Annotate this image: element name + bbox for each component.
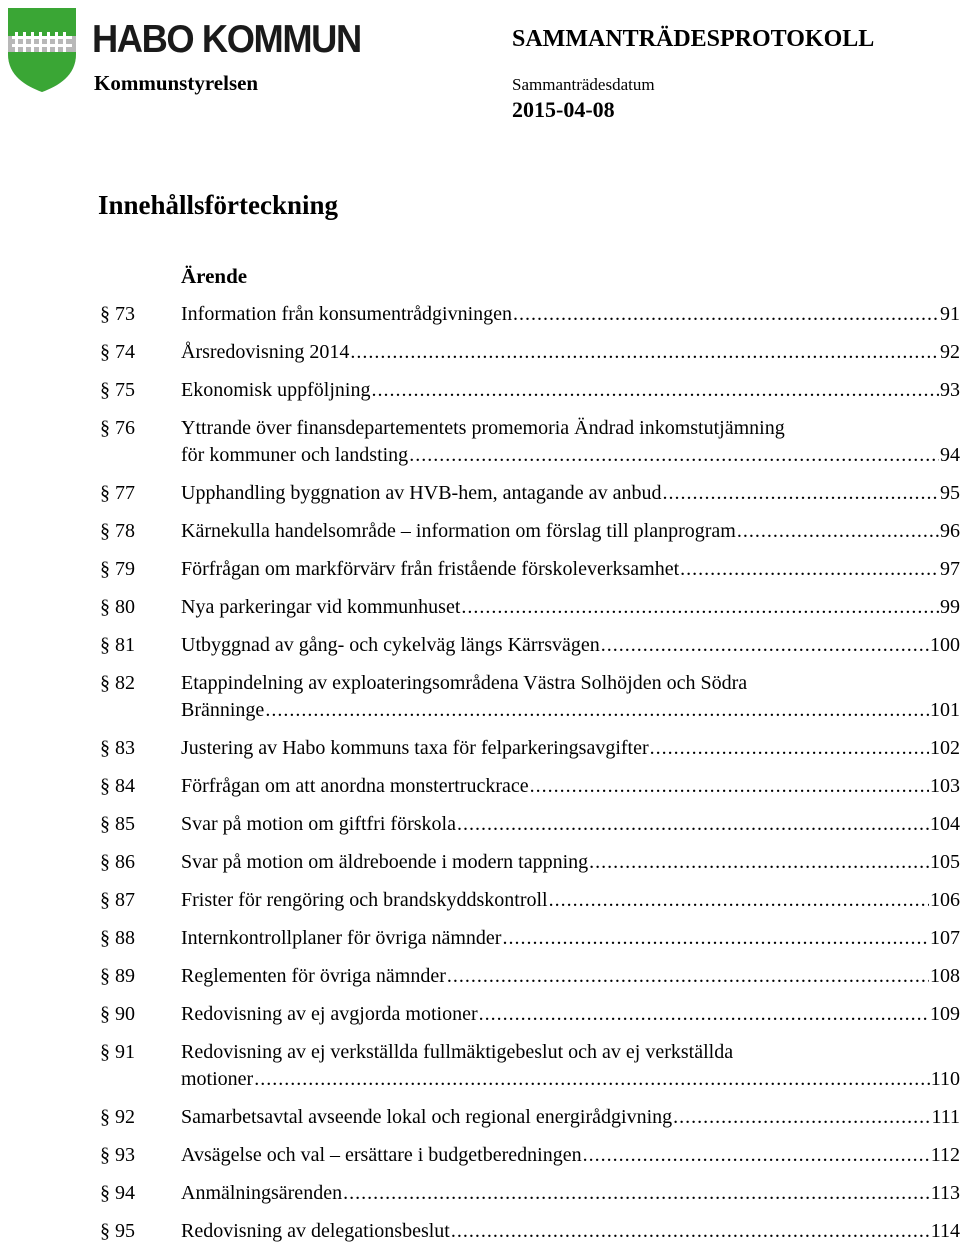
toc-entry-title: Förfrågan om att anordna monstertruckrace <box>181 775 529 797</box>
toc-entry[interactable] <box>0 1177 960 1215</box>
section-symbol: § <box>100 1220 110 1242</box>
toc-entry-page: 112 <box>930 1144 960 1166</box>
toc-entry[interactable] <box>0 336 960 374</box>
toc-entry-number-value: 86 <box>115 851 135 873</box>
toc-entry-number <box>100 632 135 659</box>
toc-entry-title: Förfrågan om markförvärv från fristående förskoleverksamhet <box>181 558 680 580</box>
section-symbol: § <box>100 672 110 694</box>
toc-heading: Innehållsförteckning <box>98 190 339 220</box>
toc-entry-number <box>100 594 135 621</box>
toc-entry-title: Samarbetsavtal avseende lokal och regional energirådgivning <box>181 1106 673 1128</box>
section-symbol: § <box>100 379 110 401</box>
toc-entry-page: 103 <box>930 775 960 797</box>
toc-entry-page: 111 <box>931 1106 960 1128</box>
toc-entry[interactable] <box>0 1036 960 1101</box>
toc-entry-number-value: 84 <box>115 775 135 797</box>
toc-entry-title-line1: Etappindelning av exploateringsområdena Västra Solhöjden och Södra <box>181 672 748 694</box>
toc-entry[interactable] <box>0 770 960 808</box>
dot-leader <box>662 480 939 507</box>
dot-leader <box>457 811 929 838</box>
toc-entry-title: Avsägelse och val – ersättare i budgetberedningen <box>181 1144 582 1166</box>
toc-entry-page: 91 <box>940 303 960 325</box>
toc-entry-title: Svar på motion om äldreboende i modern tappning <box>181 851 589 873</box>
toc-entry[interactable] <box>0 553 960 591</box>
toc-entry-page: 94 <box>940 444 960 466</box>
dot-leader <box>513 301 939 328</box>
toc-entry-number-value: 81 <box>115 634 135 656</box>
section-symbol: § <box>100 813 110 835</box>
toc-entry-number <box>100 301 135 328</box>
toc-entry-page: 93 <box>940 379 960 401</box>
section-symbol: § <box>100 1144 110 1166</box>
document-type: SAMMANTRÄDESPROTOKOLL <box>512 26 875 52</box>
section-symbol: § <box>100 889 110 911</box>
toc-entry-number <box>100 377 135 404</box>
dot-leader <box>350 339 939 366</box>
toc-entry-number-value: 90 <box>115 1003 135 1025</box>
dot-leader <box>343 1180 930 1207</box>
toc-entry[interactable] <box>0 477 960 515</box>
meeting-date-label: Sammanträdesdatum <box>512 75 655 94</box>
toc-entry-title: Internkontrollplaner för övriga nämnder <box>181 927 502 949</box>
dot-leader <box>589 849 929 876</box>
toc-entry-number <box>100 518 135 545</box>
section-symbol: § <box>100 520 110 542</box>
toc-entry-number-value: 75 <box>115 379 135 401</box>
toc-entry-title: Redovisning av ej avgjorda motioner <box>181 1003 478 1025</box>
toc-entry[interactable] <box>0 846 960 884</box>
toc-entry[interactable] <box>0 808 960 846</box>
toc-entry[interactable] <box>0 591 960 629</box>
section-symbol: § <box>100 634 110 656</box>
toc-entry-page: 104 <box>930 813 960 835</box>
toc-entry-title: Information från konsumentrådgivningen <box>181 303 513 325</box>
toc-entry-number <box>100 1180 135 1207</box>
toc-entry-page: 113 <box>930 1182 960 1204</box>
dot-leader <box>409 442 939 469</box>
toc-entry[interactable] <box>0 1101 960 1139</box>
section-symbol: § <box>100 558 110 580</box>
toc-entry-title-line1: Yttrande över finansdepartementets promemoria Ändrad inkomstutjämning <box>181 417 785 439</box>
toc-entry-title: för kommuner och landsting <box>181 444 409 466</box>
toc-entry-number-value: 74 <box>115 341 135 363</box>
toc-entry-number <box>100 670 135 697</box>
toc-entry-page: 114 <box>930 1220 960 1242</box>
toc-entry-number <box>100 849 135 876</box>
toc-entry-page: 97 <box>940 558 960 580</box>
habo-kommun-logo <box>6 6 78 94</box>
toc-entry-number <box>100 1039 135 1066</box>
dot-leader <box>265 697 929 724</box>
toc-entry[interactable] <box>0 1215 960 1253</box>
toc-entry-page: 92 <box>940 341 960 363</box>
dot-leader <box>451 1218 930 1245</box>
toc-entry-page: 95 <box>940 482 960 504</box>
toc-entry-page: 107 <box>930 927 960 949</box>
toc-entry-number-value: 89 <box>115 965 135 987</box>
toc-entry-number <box>100 415 135 442</box>
toc-entry-number-value: 80 <box>115 596 135 618</box>
toc-entry-number <box>100 1001 135 1028</box>
toc-entry[interactable] <box>0 1139 960 1177</box>
toc-entry-title: Reglementen för övriga nämnder <box>181 965 446 987</box>
meeting-date: 2015-04-08 <box>512 97 615 122</box>
table-of-contents <box>0 298 960 1253</box>
dot-leader <box>254 1066 930 1093</box>
toc-entry-title: Justering av Habo kommuns taxa för felparkeringsavgifter <box>181 737 649 759</box>
dot-leader <box>737 518 939 545</box>
toc-entry-number-value: 95 <box>115 1220 135 1242</box>
toc-entry[interactable] <box>0 629 960 667</box>
dot-leader <box>371 377 939 404</box>
toc-entry-page: 96 <box>940 520 960 542</box>
toc-entry-number-value: 88 <box>115 927 135 949</box>
toc-entry-number-value: 87 <box>115 889 135 911</box>
section-symbol: § <box>100 482 110 504</box>
toc-entry[interactable] <box>0 515 960 553</box>
toc-entry-page: 101 <box>930 699 960 721</box>
dot-leader <box>680 556 939 583</box>
toc-entry-title: Redovisning av delegationsbeslut <box>181 1220 450 1242</box>
toc-entry-title: Anmälningsärenden <box>181 1182 343 1204</box>
toc-entry-number <box>100 963 135 990</box>
department-name: Kommunstyrelsen <box>94 71 259 95</box>
toc-entry-page: 108 <box>930 965 960 987</box>
toc-entry[interactable] <box>0 667 960 732</box>
toc-entry-page: 100 <box>930 634 960 656</box>
toc-entry-page: 105 <box>930 851 960 873</box>
section-symbol: § <box>100 1106 110 1128</box>
toc-entry-title-line1: Redovisning av ej verkställda fullmäktigebeslut och av ej verkställda <box>181 1041 734 1063</box>
toc-entry-title: Upphandling byggnation av HVB-hem, antagande av anbud <box>181 482 662 504</box>
toc-entry-number <box>100 339 135 366</box>
toc-entry[interactable] <box>0 732 960 770</box>
toc-entry-number <box>100 887 135 914</box>
dot-leader <box>601 632 929 659</box>
dot-leader <box>673 1104 930 1131</box>
dot-leader <box>461 594 939 621</box>
toc-entry-number <box>100 556 135 583</box>
toc-entry-page: 99 <box>940 596 960 618</box>
toc-entry-number <box>100 811 135 838</box>
toc-entry[interactable] <box>0 374 960 412</box>
toc-entry-number <box>100 1142 135 1169</box>
toc-entry-number <box>100 1218 135 1245</box>
toc-entry-number-value: 76 <box>115 417 135 439</box>
toc-entry-page: 102 <box>930 737 960 759</box>
section-symbol: § <box>100 341 110 363</box>
dot-leader <box>549 887 929 914</box>
toc-entry-title: Kärnekulla handelsområde – information om förslag till planprogram <box>181 520 736 542</box>
toc-entry[interactable] <box>0 998 960 1036</box>
toc-entry-number <box>100 773 135 800</box>
section-symbol: § <box>100 596 110 618</box>
dot-leader <box>502 925 929 952</box>
toc-entry-title: Svar på motion om giftfri förskola <box>181 813 456 835</box>
toc-entry-title: Frister för rengöring och brandskyddskontroll <box>181 889 548 911</box>
toc-entry-title: motioner <box>181 1068 254 1090</box>
section-symbol: § <box>100 1041 110 1063</box>
toc-entry-number-value: 77 <box>115 482 135 504</box>
toc-entry-number <box>100 1104 135 1131</box>
toc-entry-title: Ekonomisk uppföljning <box>181 379 371 401</box>
toc-entry-page: 110 <box>930 1068 960 1090</box>
dot-leader <box>479 1001 929 1028</box>
section-symbol: § <box>100 775 110 797</box>
dot-leader <box>650 735 929 762</box>
toc-entry-page: 106 <box>930 889 960 911</box>
section-symbol: § <box>100 1182 110 1204</box>
toc-entry-number <box>100 735 135 762</box>
dot-leader <box>530 773 929 800</box>
section-symbol: § <box>100 927 110 949</box>
toc-entry-number-value: 78 <box>115 520 135 542</box>
dot-leader <box>583 1142 930 1169</box>
toc-entry-number-value: 92 <box>115 1106 135 1128</box>
section-symbol: § <box>100 1003 110 1025</box>
toc-entry-title: Årsredovisning 2014 <box>181 341 350 363</box>
toc-entry[interactable] <box>0 960 960 998</box>
toc-column-header: Ärende <box>181 264 248 288</box>
section-symbol: § <box>100 851 110 873</box>
toc-entry-title: Nya parkeringar vid kommunhuset <box>181 596 461 618</box>
dot-leader <box>447 963 929 990</box>
toc-entry-title: Bränninge <box>181 699 265 721</box>
organization-name: HABO KOMMUN <box>92 18 361 61</box>
toc-entry-number-value: 73 <box>115 303 135 325</box>
toc-entry[interactable] <box>0 412 960 477</box>
toc-entry-page: 109 <box>930 1003 960 1025</box>
section-symbol: § <box>100 303 110 325</box>
toc-entry-number-value: 94 <box>115 1182 135 1204</box>
toc-entry[interactable] <box>0 922 960 960</box>
toc-entry[interactable] <box>0 884 960 922</box>
toc-entry-title: Utbyggnad av gång- och cykelväg längs Kärrsvägen <box>181 634 600 656</box>
section-symbol: § <box>100 965 110 987</box>
toc-entry-number-value: 91 <box>115 1041 135 1063</box>
section-symbol: § <box>100 417 110 439</box>
toc-entry-number <box>100 480 135 507</box>
toc-entry-number <box>100 925 135 952</box>
toc-entry-number-value: 83 <box>115 737 135 759</box>
toc-entry-number-value: 85 <box>115 813 135 835</box>
toc-entry-number-value: 93 <box>115 1144 135 1166</box>
toc-entry-number-value: 82 <box>115 672 135 694</box>
section-symbol: § <box>100 737 110 759</box>
toc-entry-number-value: 79 <box>115 558 135 580</box>
toc-entry[interactable] <box>0 298 960 336</box>
